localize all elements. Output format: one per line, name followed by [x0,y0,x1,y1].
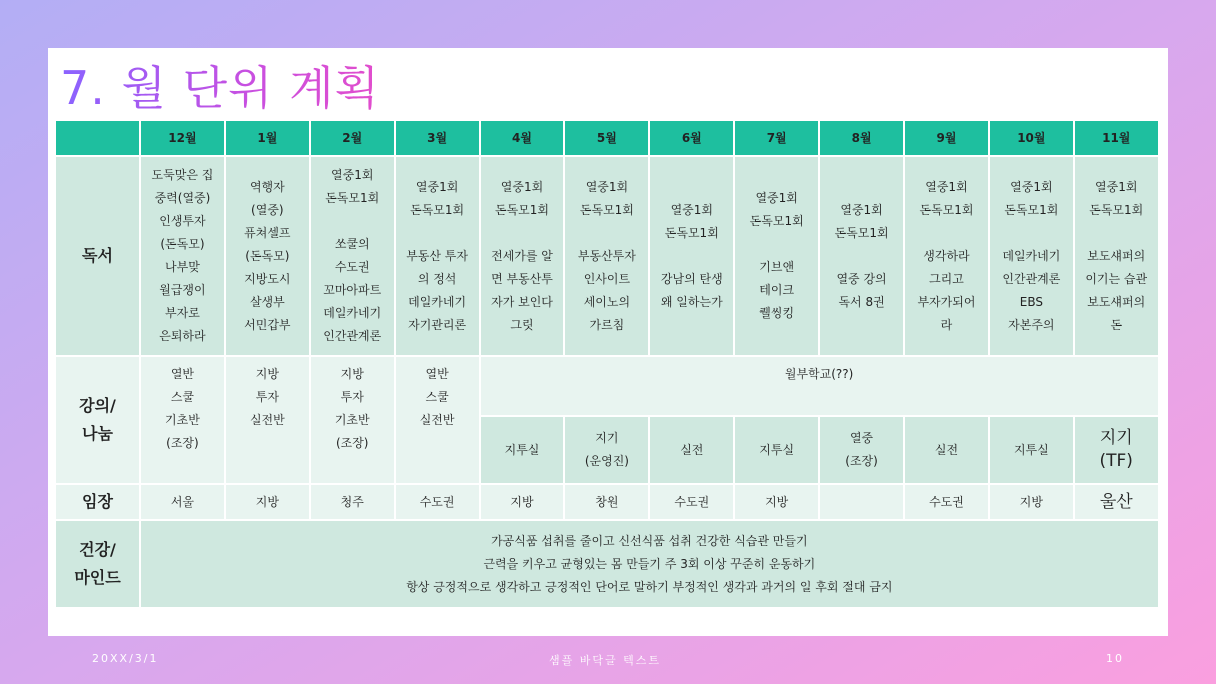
category-health-line: 건강/ [79,540,116,559]
reading-cell [225,156,310,356]
reading-cell [649,156,734,356]
reading-cell [310,156,395,356]
reading-line: 인생투자 [159,214,206,228]
reading-line: 수도권 [334,260,370,274]
lecture-cell [989,416,1074,484]
lecture-cell [649,416,734,484]
reading-line: 열중1회 [840,202,883,217]
reading-line: (돈독모) [160,237,205,251]
month-header-cell: 7월 [734,120,819,156]
health-goal-line: 근력을 키우고 균형있는 몸 만들기 주 3회 이상 꾸준히 운동하기 [483,556,816,571]
reading-cell [564,156,649,356]
lecture-row-top [55,356,1159,416]
reading-line: 기브앤 [759,260,795,274]
reading-line: 퀠씽킹 [759,306,795,320]
reading-line: 데일카네기 [323,306,382,320]
reading-line: 살생부 [249,294,285,309]
monthly-plan-table [54,119,1160,609]
lecture-line: 실전반 [419,413,455,427]
reading-cell [1074,156,1159,356]
reading-line: 퓨쳐셀프 [244,225,291,240]
reading-line [905,222,988,245]
reading-line: 라 [940,317,953,332]
lecture-line: 실전 [934,442,959,457]
reading-line: 열중1회 [670,202,713,217]
lecture-line: 열중 [849,431,874,445]
reading-line: 돈독모1회 [749,214,804,228]
reading-line: 쏘쿨의 [334,237,370,251]
lecture-line: 스쿨 [425,390,449,404]
reading-line: 보도섀퍼의 [1087,248,1146,263]
reading-cell [480,156,565,356]
reading-line: 은퇴하라 [159,329,206,343]
lecture-line: 지투실 [1013,442,1049,457]
site-visit-cell: 지방 [734,484,819,520]
health-mind-row [55,520,1159,608]
lecture-line: (TF) [1099,451,1133,471]
reading-line: 돈독모1회 [834,225,889,240]
lecture-line: (조장) [166,436,199,450]
reading-cell [734,156,819,356]
site-visit-cell: 창원 [564,484,649,520]
reading-line: 열중1회 [415,179,459,194]
lecture-line: 실전반 [249,413,285,427]
reading-line: 열중1회 [331,168,374,182]
reading-line: 돈독모1회 [1089,202,1144,217]
page-title: 7. 월 단위 계획 [60,58,380,118]
category-lecture [55,356,140,484]
lecture-line: 기초반 [334,413,370,427]
reading-cell [395,156,480,356]
lecture-line: 기초반 [165,413,200,427]
month-header-cell: 9월 [904,120,989,156]
category-lecture-line: 강의/ [79,396,116,415]
reading-line: 돈독모1회 [919,202,974,217]
site-visit-cell: 지방 [989,484,1074,520]
reading-line: 돈독모1회 [325,191,380,205]
category-site: 임장 [55,484,140,520]
reading-line: 열중1회 [1010,179,1053,194]
site-visit-cell: 수도권 [904,484,989,520]
site-visit-cell: 수도권 [649,484,734,520]
reading-line: 열중1회 [500,179,544,194]
month-header-cell: 6월 [649,120,734,156]
reading-line: 그릿 [510,317,534,332]
reading-line: 중력(열중) [154,191,211,205]
reading-line: 도둑맞은 집 [151,168,214,182]
reading-line: 서민갑부 [244,317,291,332]
site-visit-cell: 지방 [225,484,310,520]
reading-line [735,233,818,256]
lecture-cell [395,356,480,484]
month-header-cell: 4월 [480,120,565,156]
lecture-line: 열반 [425,367,449,381]
reading-line: 데일카네기 [1002,248,1061,263]
month-header-cell: 5월 [564,120,649,156]
reading-line: 열중1회 [1095,179,1138,194]
reading-line: 월급쟁이 [159,283,206,297]
reading-line: 돈독모1회 [579,202,634,217]
lecture-cell [904,416,989,484]
category-reading: 독서 [55,156,140,356]
reading-line [820,245,903,268]
footer-date: 20XX/3/1 [92,652,159,665]
lecture-cell [819,416,904,484]
reading-line: 테이크 [759,283,795,297]
footer-page-number: 10 [1106,652,1124,665]
category-health-line: 마인드 [74,568,121,587]
reading-line: 인간관계론 [1002,271,1061,286]
reading-cell [989,156,1074,356]
site-visit-row [55,484,1159,520]
health-goals-cell [140,520,1159,608]
lecture-line: 지투실 [759,442,795,457]
reading-line: EBS [1019,294,1043,309]
reading-line: 돈독모1회 [410,202,465,217]
reading-line: 열중1회 [925,179,968,194]
reading-line: 생각하라 [923,248,970,263]
reading-line: 열중 강의 [836,271,887,286]
reading-line: 꼬마아파트 [323,283,382,297]
reading-line: 왜 일하는가 [660,294,723,309]
reading-line [481,222,564,245]
reading-line: 보도섀퍼의 [1087,294,1146,309]
lecture-line: (조장) [335,436,369,450]
lecture-line: 지방 [255,367,279,381]
lecture-school-span-cell: 월부학교(??) [480,356,1159,416]
lecture-line: 지기 [595,431,619,445]
reading-line [311,210,394,233]
reading-line: 의 정석 [417,271,457,286]
month-header-row [55,120,1159,156]
lecture-line: 투자 [340,390,364,404]
reading-line: 열중1회 [755,191,798,205]
reading-line: (돈독모) [245,248,290,263]
reading-line: 세이노의 [583,294,631,309]
reading-line: 부자로 [165,306,200,320]
month-header-cell: 12월 [140,120,225,156]
reading-line [565,222,648,245]
reading-line: 그리고 [929,271,964,286]
reading-line: 돈독모1회 [495,202,550,217]
lecture-line: 열반 [170,367,195,381]
lecture-cell [140,356,225,484]
site-visit-cell: 서울 [140,484,225,520]
header-corner [55,120,140,156]
lecture-cell [1074,416,1159,484]
category-lecture-line: 나눔 [82,424,113,443]
reading-line: 데일카네기 [408,294,467,309]
reading-line: 돈독모1회 [664,225,719,240]
reading-cell [904,156,989,356]
reading-line: 독서 8권 [838,294,885,309]
reading-line: 역행자 [249,179,285,194]
reading-line: 열중1회 [585,179,629,194]
reading-line: 인사이트 [583,271,631,286]
reading-line: 자본주의 [1008,317,1055,332]
reading-cell [140,156,225,356]
health-goal-line: 가공식품 섭취를 줄이고 신선식품 섭취 건강한 식습관 만들기 [491,533,808,548]
reading-line: 면 부동산투 [491,271,553,286]
lecture-cell [310,356,395,484]
lecture-line: 실전 [680,442,704,457]
lecture-cell [225,356,310,484]
reading-line: 자기관리론 [408,317,467,332]
reading-line: 돈독모1회 [1004,202,1059,217]
month-header-cell: 11월 [1074,120,1159,156]
reading-line: 부동산 투자 [406,248,468,263]
site-visit-cell: 청주 [310,484,395,520]
month-header-cell: 2월 [310,120,395,156]
reading-line [1075,222,1158,245]
lecture-line: (운영진) [584,454,629,468]
reading-line: 부자가되어 [917,294,976,309]
month-header-cell: 8월 [819,120,904,156]
reading-cell [819,156,904,356]
lecture-cell [734,416,819,484]
reading-line: 부동산투자 [577,248,636,263]
site-visit-cell: 수도권 [395,484,480,520]
site-visit-cell [819,484,904,520]
reading-line [650,245,733,268]
month-header-cell: 3월 [395,120,480,156]
reading-line: 자가 보인다 [491,294,553,309]
reading-line: 강남의 탄생 [660,271,723,286]
category-health [55,520,140,608]
site-visit-cell: 지방 [480,484,565,520]
reading-line: 가르침 [589,317,625,332]
lecture-line: 지방 [340,367,364,381]
reading-line: 인간관계론 [323,329,382,343]
reading-line: 나부맞 [165,260,200,274]
month-header-cell: 10월 [989,120,1074,156]
lecture-line: (조장) [845,454,878,468]
lecture-line: 지투실 [504,442,540,457]
month-header-cell: 1월 [225,120,310,156]
site-visit-cell: 울산 [1074,484,1159,520]
lecture-line: 투자 [255,390,279,404]
reading-line: (열중) [251,202,284,217]
lecture-line: 스쿨 [170,390,195,404]
reading-line [396,222,479,245]
lecture-line: 지기 [1099,428,1133,448]
footer-text: 샘플 바닥글 텍스트 [549,654,662,667]
reading-row [55,156,1159,356]
reading-line: 지방도시 [244,271,291,286]
lecture-cell [480,416,565,484]
health-goal-line: 항상 긍정적으로 생각하고 긍정적인 단어로 말하기 부정적인 생각과 과거의 일 후회 절대 금지 [406,579,893,594]
lecture-cell [564,416,649,484]
reading-line: 전세가를 알 [491,248,553,263]
reading-line: 돈 [1110,317,1123,332]
reading-line: 이기는 습관 [1085,271,1148,286]
reading-line [990,222,1073,245]
